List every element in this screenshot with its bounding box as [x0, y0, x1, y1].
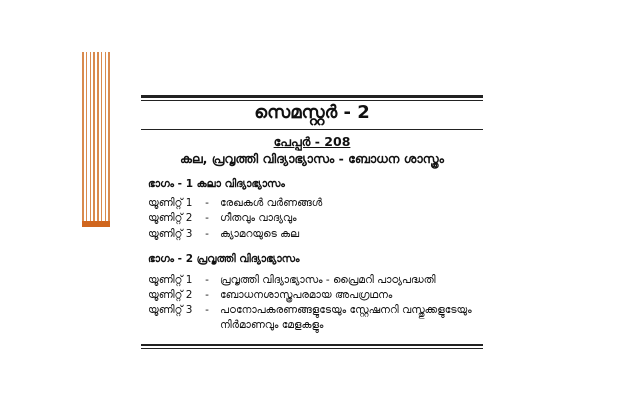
- unit-label: യൂണിറ്റ് 3: [148, 304, 193, 316]
- stripe-line: [97, 52, 99, 224]
- stripe-line: [101, 52, 103, 224]
- unit-title: ഗീതവും വാദ്യവും: [220, 212, 297, 224]
- unit-dash: -: [205, 289, 209, 301]
- stripe-line: [108, 52, 110, 224]
- part-1-heading: ഭാഗം - 1 കലാ വിദ്യാഭ്യാസം: [148, 178, 285, 190]
- stripe-line: [86, 52, 88, 224]
- bottom-double-rule: [141, 344, 483, 349]
- stripe-line: [105, 52, 107, 224]
- unit-label: യൂണിറ്റ് 3: [148, 228, 193, 240]
- unit-dash: -: [205, 274, 209, 286]
- title-divider: [141, 129, 483, 130]
- stripe-line: [82, 52, 84, 224]
- unit-title: രേഖകൾ വർണങ്ങൾ: [220, 197, 323, 209]
- unit-title: പഠനോപകരണങ്ങളുടേയും സ്റ്റേഷനറി വസ്തുക്കളുടേയും: [220, 304, 472, 316]
- paper-code: പേപ്പർ - 208: [273, 134, 351, 149]
- unit-dash: -: [205, 228, 209, 240]
- unit-dash: -: [205, 197, 209, 209]
- stripe-line: [93, 52, 95, 224]
- unit-label: യൂണിറ്റ് 2: [148, 212, 193, 224]
- unit-title: ക്യാമറയുടെ കല: [220, 228, 300, 240]
- unit-title: ബോധനശാസ്ത്രപരമായ അപഗ്രഥനം: [220, 289, 393, 301]
- decorative-stripes: [82, 52, 110, 224]
- unit-label: യൂണിറ്റ് 1: [148, 197, 193, 209]
- stripe-line: [90, 52, 92, 224]
- decorative-bar: [82, 221, 110, 227]
- semester-title: സെമസ്റ്റർ - 2: [254, 102, 370, 123]
- unit-dash: -: [205, 304, 209, 316]
- unit-title-continuation: നിർമാണവും മേളകളും: [220, 319, 324, 331]
- unit-dash: -: [205, 212, 209, 224]
- paper-subject: കല, പ്രവൃത്തി വിദ്യാഭ്യാസം - ബോധന ശാസ്ത്രം: [180, 151, 444, 166]
- part-2-heading: ഭാഗം - 2 പ്രവൃത്തി വിദ്യാഭ്യാസം: [148, 253, 300, 265]
- unit-label: യൂണിറ്റ് 1: [148, 274, 193, 286]
- unit-title: പ്രവൃത്തി വിദ്യാഭ്യാസം - പ്രൈമറി പാഠ്യപദ്ധതി: [220, 274, 436, 286]
- unit-label: യൂണിറ്റ് 2: [148, 289, 193, 301]
